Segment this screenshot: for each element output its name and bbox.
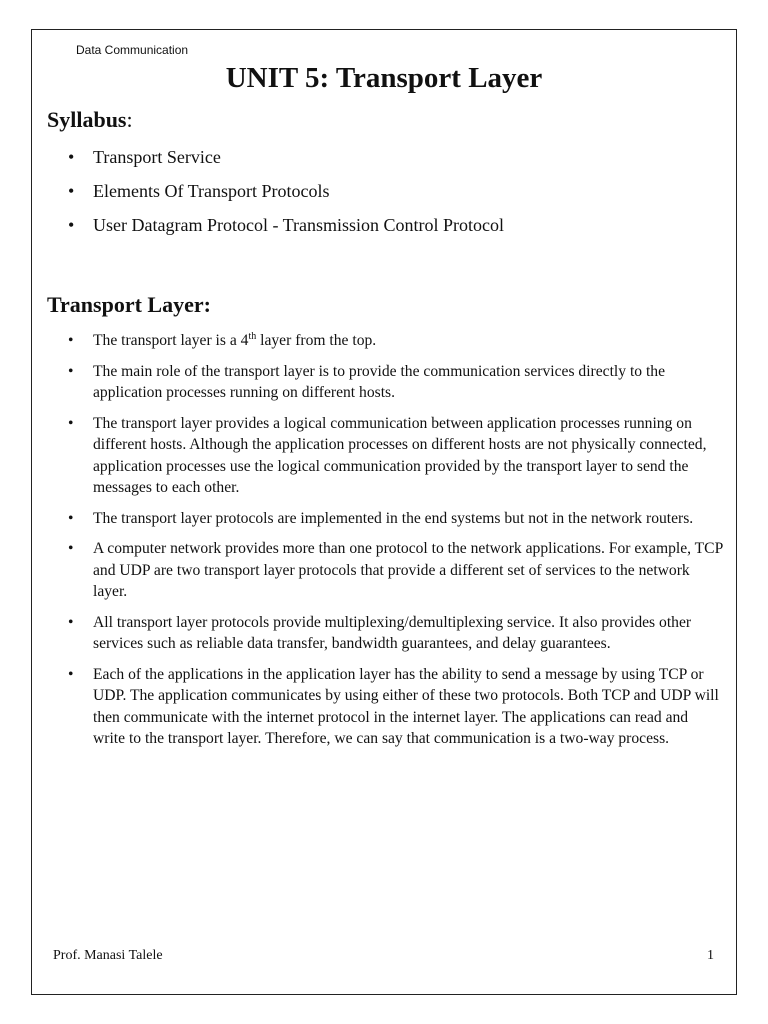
bullet-icon: • xyxy=(68,147,75,167)
transport-layer-heading: Transport Layer: xyxy=(47,292,211,317)
syllabus-heading xyxy=(47,106,133,134)
running-header: Data Communication xyxy=(76,43,189,57)
bullet-icon: • xyxy=(68,332,74,349)
syllabus-heading-text: Syllabus xyxy=(47,107,127,132)
list-item-text: The transport layer provides a logical communication between application processes running on different hosts. Although the application processes on different hosts are not physically connected, application processes use the logical communication provided by the transport layer to send the messages to each other. xyxy=(93,414,707,496)
list-item-text: A computer network provides more than one protocol to the network applications. For example, TCP and UDP are two transport layer protocols that provide a different set of services to the network layer. xyxy=(93,540,723,600)
list-item xyxy=(68,413,724,499)
syllabus-item xyxy=(68,212,708,238)
list-item xyxy=(68,612,724,655)
list-item xyxy=(68,508,724,530)
syllabus-item-text: Transport Service xyxy=(93,147,221,167)
list-item xyxy=(68,664,724,750)
syllabus-list xyxy=(68,144,708,246)
bullet-icon: • xyxy=(68,362,74,380)
bullet-icon: • xyxy=(68,509,74,527)
syllabus-item xyxy=(68,144,708,170)
bullet-icon: • xyxy=(68,665,74,683)
list-item-text: The transport layer protocols are implemented in the end systems but not in the network routers. xyxy=(93,509,694,527)
list-item-text: The main role of the transport layer is to provide the communication services directly to the application processes running on different hosts. xyxy=(93,362,666,401)
syllabus-item-text: User Datagram Protocol - Transmission Control Protocol xyxy=(93,215,504,235)
list-item xyxy=(68,538,724,603)
list-item-text-end: layer from the top. xyxy=(256,332,377,349)
footer-author: Prof. Manasi Talele xyxy=(53,948,163,963)
document-title: UNIT 5: Transport Layer xyxy=(225,62,543,94)
list-item xyxy=(68,330,724,352)
bullet-icon: • xyxy=(68,181,75,201)
page-number: 1 xyxy=(707,948,714,963)
bullet-icon: • xyxy=(68,613,74,631)
syllabus-item-text: Elements Of Transport Protocols xyxy=(93,181,330,201)
syllabus-heading-colon: : xyxy=(126,107,133,132)
list-item xyxy=(68,361,724,404)
list-item-text-start: The transport layer is a 4 xyxy=(93,332,249,349)
bullet-icon: • xyxy=(68,540,74,557)
ordinal-superscript: th xyxy=(248,331,257,342)
transport-layer-list xyxy=(68,330,724,759)
list-item-text: All transport layer protocols provide multiplexing/demultiplexing service. It also provides other services such as reliable data transfer, bandwidth guarantees, and delay guarantees. xyxy=(93,613,692,652)
syllabus-item xyxy=(68,178,708,204)
bullet-icon: • xyxy=(68,414,74,432)
list-item-text: Each of the applications in the application layer has the ability to send a message by using TCP or UDP. The application communicates by using either of these two protocols. Both TCP and UDP will then communicate with the internet protocol in the internet layer. The applications can read and write to the transport layer. Therefore, we can say that communication is a two-way process. xyxy=(93,665,719,747)
bullet-icon: • xyxy=(68,215,75,235)
